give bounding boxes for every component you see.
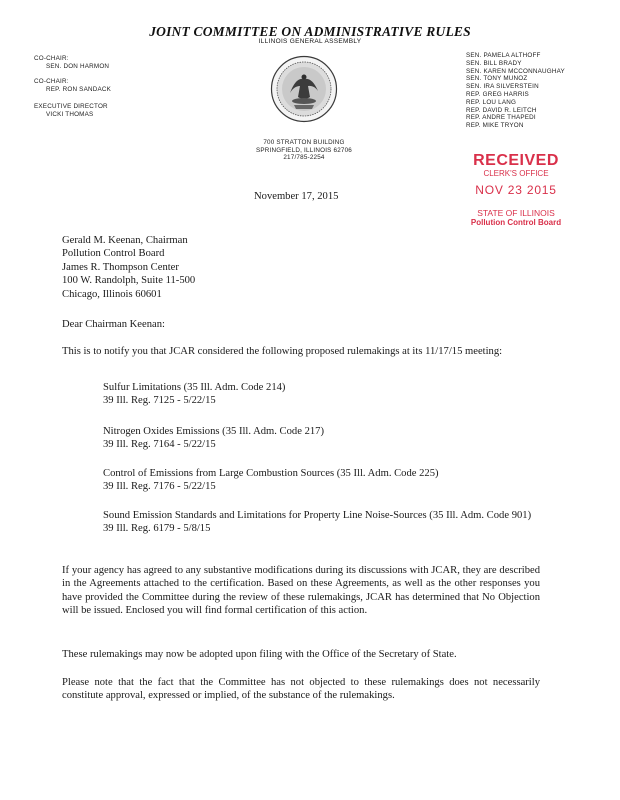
member-item: SEN. PAMELA ALTHOFF bbox=[466, 52, 541, 59]
rulemaking-item bbox=[103, 509, 539, 536]
member-item: SEN. IRA SILVERSTEIN bbox=[466, 83, 539, 91]
rulemaking-item bbox=[103, 381, 543, 408]
letterhead-subtitle: ILLINOIS GENERAL ASSEMBLY bbox=[258, 38, 362, 45]
officer-name: SEN. DON HARMON bbox=[46, 62, 110, 70]
members-list bbox=[466, 52, 565, 130]
address-line: 700 STRATTON BUILDING bbox=[263, 139, 345, 146]
address-line: SPRINGFIELD, ILLINOIS 62706 bbox=[255, 146, 353, 154]
member-item: SEN. BILL BRADY bbox=[466, 59, 522, 67]
member-item: REP. ANDRE THAPEDI bbox=[466, 114, 536, 122]
body-paragraph-3: Please note that the fact that the Committee has not objected to these rulemakings does not necessarily constitute approval, expressed or implied, of the substance of the rulemakings. bbox=[62, 677, 540, 702]
officer-cochair-1 bbox=[34, 55, 109, 70]
stamp-date: NOV 23 2015 bbox=[475, 183, 557, 197]
stamp-state: STATE OF ILLINOIS bbox=[477, 208, 555, 218]
rulemaking-title: Sulfur Limitations (35 Ill. Adm. Code 214) bbox=[103, 382, 286, 393]
member-item: SEN. TONY MUNOZ bbox=[466, 75, 528, 83]
body-paragraph-2: These rulemakings may now be adopted upon filing with the Office of the Secretary of State. bbox=[62, 649, 457, 660]
letter-date: November 17, 2015 bbox=[254, 191, 339, 202]
member-item: SEN. KAREN MCCONNAUGHAY bbox=[466, 67, 565, 75]
letterhead-title: JOINT COMMITTEE ON ADMINISTRATIVE RULES bbox=[149, 24, 471, 39]
member-item: REP. DAVID R. LEITCH bbox=[466, 106, 537, 114]
body-paragraph-1: If your agency has agreed to any substantive modifications during its discussions with JCAR, they are described in the Agreements attached to the certification. Based on these Agreements, as well as the other responses you have provided the Committee during the review of these rulemakings, JCAR has determined that No Objection will be issued. Enclosed you will find formal certification of this action. bbox=[62, 565, 540, 617]
stamp-office: CLERK'S OFFICE bbox=[483, 169, 549, 178]
state-seal-icon bbox=[270, 55, 338, 123]
address-line: 217/785-2254 bbox=[283, 154, 325, 162]
intro-paragraph: This is to notify you that JCAR considered the following proposed rulemakings at its 11/17/15 meeting: bbox=[62, 346, 503, 357]
officer-name: VICKI THOMAS bbox=[46, 110, 94, 118]
stamp-received: RECEIVED bbox=[473, 152, 559, 169]
officer-role: CO-CHAIR: bbox=[34, 55, 69, 62]
officer-executive-director bbox=[34, 103, 108, 118]
member-item: REP. MIKE TRYON bbox=[466, 122, 524, 130]
recipient-address bbox=[62, 234, 195, 301]
rulemaking-citation: 39 Ill. Reg. 7164 - 5/22/15 bbox=[103, 439, 216, 451]
rulemaking-title: Control of Emissions from Large Combustion Sources (35 Ill. Adm. Code 225) bbox=[103, 468, 439, 479]
rulemaking-title: Sound Emission Standards and Limitations for Property Line Noise-Sources (35 Ill. Adm. Code 901) bbox=[103, 510, 532, 521]
rulemaking-citation: 39 Ill. Reg. 6179 - 5/8/15 bbox=[103, 523, 211, 535]
recipient-line: James R. Thompson Center bbox=[62, 261, 179, 273]
rulemaking-citation: 39 Ill. Reg. 7125 - 5/22/15 bbox=[103, 395, 216, 407]
officer-role: EXECUTIVE DIRECTOR bbox=[34, 103, 108, 110]
member-item: REP. LOU LANG bbox=[466, 98, 517, 106]
recipient-line: Pollution Control Board bbox=[62, 248, 165, 260]
committee-address bbox=[220, 139, 388, 162]
rulemaking-title: Nitrogen Oxides Emissions (35 Ill. Adm. Code 217) bbox=[103, 426, 324, 437]
officer-cochair-2 bbox=[34, 78, 111, 93]
rulemaking-citation: 39 Ill. Reg. 7176 - 5/22/15 bbox=[103, 481, 216, 493]
recipient-line: 100 W. Randolph, Suite 11-500 bbox=[62, 275, 196, 287]
recipient-line: Chicago, Illinois 60601 bbox=[62, 288, 162, 300]
stamp-board: Pollution Control Board bbox=[470, 218, 562, 227]
officer-name: REP. RON SANDACK bbox=[46, 85, 112, 93]
salutation: Dear Chairman Keenan: bbox=[62, 319, 165, 330]
rulemaking-item bbox=[103, 467, 543, 494]
member-item: REP. GREG HARRIS bbox=[466, 90, 529, 98]
rulemaking-item bbox=[103, 425, 543, 452]
officer-role: CO-CHAIR: bbox=[34, 78, 69, 85]
received-stamp bbox=[466, 152, 566, 227]
recipient-line: Gerald M. Keenan, Chairman bbox=[62, 235, 188, 246]
